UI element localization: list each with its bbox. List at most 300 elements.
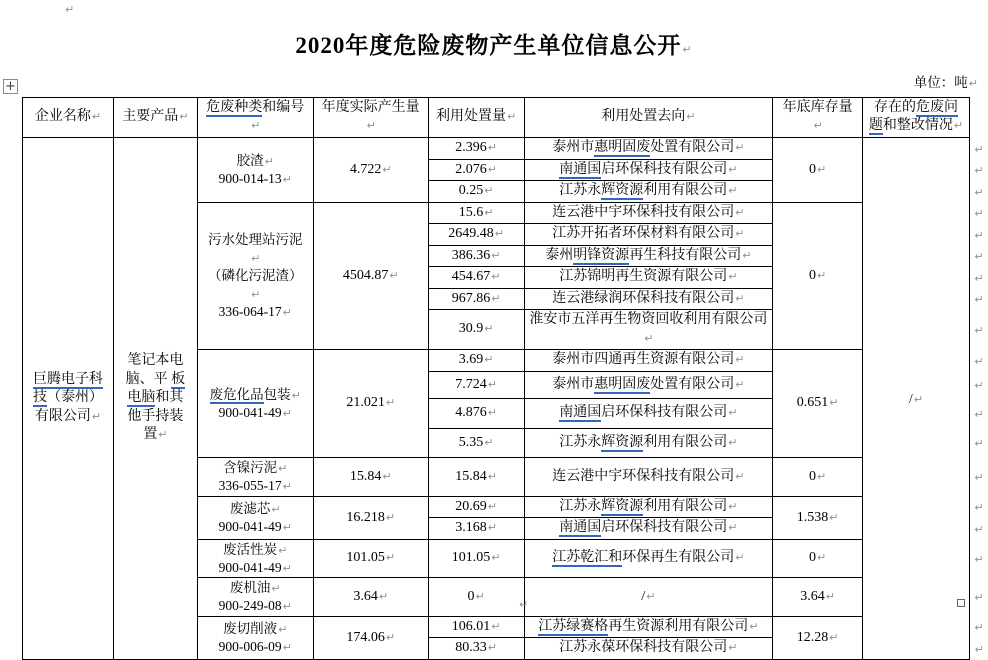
page-title-text: 2020年度危险废物产生单位信息公开: [295, 33, 682, 58]
cell-disposal-destination: [524, 288, 773, 309]
cell-disposal-amount: [428, 137, 524, 159]
proofing-underline: 惠明固废: [594, 376, 651, 392]
cell-annual-amount: [313, 458, 428, 497]
paragraph-mark: ↵: [974, 164, 984, 178]
paragraph-mark: ↵: [158, 428, 168, 442]
paragraph-mark: ↵: [282, 479, 292, 493]
paragraph-mark: ↵: [974, 293, 984, 307]
paragraph-mark: ↵: [491, 619, 501, 633]
cell-disposal-destination: [524, 518, 773, 539]
paragraph-mark: ↵: [282, 520, 292, 534]
cell-text: 2.076: [455, 161, 487, 177]
cell-text: 年底库存量: [782, 100, 853, 115]
paragraph-mark: ↵: [735, 551, 745, 565]
cell-text: 12.28: [796, 629, 829, 645]
cell-yearend-stock: [773, 350, 863, 458]
paragraph-mark: ↵: [385, 630, 396, 644]
cell-text: 0: [809, 468, 817, 484]
cell-text: 174.06: [346, 629, 385, 645]
cell-disposal-amount: [428, 202, 524, 223]
cell-text: 0: [467, 588, 475, 604]
cell-yearend-stock: [773, 496, 863, 539]
paragraph-mark: ↵: [974, 642, 984, 656]
proofing-underline: 江苏乾汇和: [552, 550, 623, 566]
cell-text: 3.168: [455, 520, 487, 536]
cell-text: 0: [809, 161, 817, 177]
paragraph-mark: ↵: [728, 406, 738, 420]
cell-text: 利用处置去向: [601, 109, 686, 125]
cell-disposal-amount: [428, 539, 524, 578]
paragraph-mark: ↵: [487, 162, 497, 176]
col-header-company: [23, 98, 114, 138]
end-of-row-mark: [969, 288, 987, 309]
end-of-row-mark: [969, 202, 987, 223]
cell-disposal-destination: [524, 372, 773, 399]
col-header-issues: [863, 98, 970, 138]
end-of-row-mark: [969, 578, 987, 617]
proofing-underline: 南通国: [559, 161, 602, 177]
paragraph-mark: ↵: [817, 469, 827, 483]
cell-text: 江苏开拓者环保材料有限公司: [552, 226, 735, 242]
paragraph-mark: ↵: [487, 499, 497, 513]
cell-text: 20.69: [455, 498, 487, 514]
paragraph-mark: ↵: [728, 435, 738, 449]
cell-text: 5.35: [458, 434, 484, 450]
paragraph-mark: ↵: [974, 501, 984, 515]
cell-disposal-destination: [524, 267, 773, 288]
paragraph-mark: ↵: [682, 43, 693, 56]
paragraph-mark: ↵: [742, 248, 752, 262]
cell-text: 废切削液: [223, 621, 278, 637]
cell-text: 江苏永辉资源利用有限公司: [559, 183, 728, 199]
cell-waste-type: [197, 539, 313, 578]
end-of-row-mark: [969, 181, 987, 202]
end-of-row-mark: [969, 518, 987, 539]
paragraph-mark: ↵: [282, 561, 292, 575]
cell-waste-type: [197, 578, 313, 617]
proofing-underline: 危废问题: [868, 100, 959, 134]
cell-disposal-amount: [428, 267, 524, 288]
cell-disposal-amount: [428, 496, 524, 517]
paragraph-mark: ↵: [278, 623, 288, 637]
paragraph-mark: ↵: [829, 510, 839, 524]
paragraph-mark: ↵: [974, 552, 984, 566]
cell-disposal-destination: [524, 458, 773, 497]
paragraph-mark: ↵: [487, 141, 497, 155]
cell-text: 4.876: [455, 405, 487, 421]
cell-disposal-amount: [428, 518, 524, 539]
cell-text: 主要产品: [122, 109, 179, 125]
paragraph-mark: ↵: [974, 185, 984, 199]
cell-text: 江苏永辉资源利用有限公司: [559, 498, 728, 514]
end-of-row-mark: [969, 137, 987, 159]
paragraph-mark: ↵: [749, 619, 759, 633]
cell-text: 1.538: [796, 509, 829, 525]
end-of-row-spacer: [969, 98, 987, 138]
paragraph-mark: ↵: [974, 323, 984, 337]
proofing-underline: 板电脑: [127, 371, 186, 406]
cell-text: 30.9: [458, 321, 484, 337]
paragraph-mark: ↵: [974, 471, 984, 485]
paragraph-mark: ↵: [817, 268, 827, 282]
paragraph-mark: ↵: [829, 396, 839, 410]
cell-text: 3.64: [353, 588, 378, 604]
table-header: [23, 98, 988, 138]
end-of-row-mark: [969, 372, 987, 399]
cell-disposal-destination: [524, 399, 773, 429]
paragraph-mark: ↵: [506, 110, 517, 124]
paragraph-mark: ↵: [366, 119, 376, 133]
paragraph-mark: ↵: [974, 142, 984, 156]
proofing-underline: 江苏绿赛格: [538, 618, 609, 634]
cell-text: 笔记本电脑、平 板电脑和其他手持装置: [125, 353, 186, 443]
cell-text: 21.021: [346, 395, 385, 411]
cell-disposal-amount: [428, 181, 524, 202]
cell-annual-amount: [313, 539, 428, 578]
cell-text: 16.218: [346, 509, 385, 525]
paragraph-mark: ↵: [487, 377, 497, 391]
cell-yearend-stock: [773, 616, 863, 659]
end-of-row-mark: [969, 496, 987, 517]
paragraph-mark: ↵: [728, 641, 738, 655]
hazardous-waste-table: [22, 97, 988, 660]
col-header-yearend-stock: [773, 98, 863, 138]
paragraph-mark: ↵: [728, 270, 738, 284]
paragraph-mark: ↵: [974, 522, 984, 536]
cell-annual-amount: [313, 616, 428, 659]
paragraph-mark: ↵: [278, 462, 288, 476]
paragraph-mark: ↵: [974, 407, 984, 421]
paragraph-mark: ↵: [913, 392, 924, 406]
cell-text: 连云港中宇环保科技有限公司: [552, 204, 735, 220]
cell-annual-amount: [313, 202, 428, 349]
cell-text: 900-006-09: [218, 638, 282, 654]
unit-label: [914, 71, 978, 91]
paragraph-mark: ↵: [735, 227, 745, 241]
paragraph-mark: ↵: [644, 331, 654, 345]
cell-text: 2.396: [455, 140, 487, 156]
paragraph-mark: ↵: [487, 469, 497, 483]
cell-disposal-amount: [428, 429, 524, 458]
cell-text: 江苏永辉资源利用有限公司: [559, 434, 728, 450]
cell-text: 900-041-49: [218, 518, 282, 534]
paragraph-mark: ↵: [974, 207, 984, 221]
end-of-row-mark: [969, 429, 987, 458]
paragraph-mark: ↵: [813, 119, 823, 133]
paragraph-mark: ↵: [825, 589, 835, 603]
end-of-row-mark: [969, 310, 987, 350]
cell-disposal-amount: [428, 310, 524, 350]
cell-text: 106.01: [451, 618, 491, 634]
cell-disposal-destination: [524, 616, 773, 637]
paragraph-mark: ↵: [974, 271, 984, 285]
cell-disposal-amount: [428, 350, 524, 372]
cell-text: 7.724: [455, 376, 487, 392]
cell-disposal-destination: [524, 350, 773, 372]
paragraph-mark: ↵: [491, 551, 501, 565]
cell-text: 4.722: [349, 161, 382, 177]
proofing-underline: 明锋资源: [573, 247, 630, 263]
cell-text: 存在的危废问题和整改情况: [868, 100, 959, 134]
paragraph-mark: ↵: [968, 77, 978, 90]
cell-waste-type: [197, 496, 313, 539]
cell-text: 泰州市惠明固废处置有限公司: [552, 140, 735, 156]
paragraph-mark: ↵: [475, 589, 485, 603]
paragraph-mark: ↵: [728, 162, 738, 176]
cell-text: 0: [809, 550, 817, 566]
paragraph-mark: ↵: [735, 205, 745, 219]
cell-text: 巨腾电子科技（泰州）有限公司: [32, 371, 103, 424]
paragraph-mark: ↵: [487, 406, 497, 420]
cell-text: 胶渣: [236, 153, 264, 169]
paragraph-mark: ↵: [382, 469, 392, 483]
end-of-row-mark: [969, 245, 987, 266]
cell-issues: [863, 137, 970, 659]
table-resize-handle-icon[interactable]: [957, 599, 965, 607]
cell-disposal-destination: [524, 429, 773, 458]
cell-text: 含镍污泥: [223, 460, 278, 476]
paragraph-mark: ↵: [385, 551, 396, 565]
cell-text: 南通国启环保科技有限公司: [559, 405, 728, 421]
cell-text: 连云港中宇环保科技有限公司: [552, 468, 735, 484]
end-of-row-mark: [969, 350, 987, 372]
paragraph-mark: ↵: [382, 162, 392, 176]
cell-disposal-amount: [428, 458, 524, 497]
cell-main-products: [113, 137, 197, 659]
paragraph-mark: ↵: [389, 268, 399, 282]
proofing-underline: 废危化品: [209, 386, 264, 402]
paragraph-mark: ↵: [735, 377, 745, 391]
proofing-underline: 巨腾电子科技: [32, 371, 103, 406]
cell-text: 4504.87: [342, 267, 389, 283]
cell-waste-type: [197, 458, 313, 497]
paragraph-mark: ↵: [282, 640, 292, 654]
paragraph-mark: ↵: [385, 396, 396, 410]
paragraph-mark: ↵: [974, 437, 984, 451]
paragraph-mark: ↵: [271, 502, 281, 516]
cell-waste-type: [197, 350, 313, 458]
cell-disposal-amount: [428, 616, 524, 637]
cell-text: 江苏锦明再生资源有限公司: [559, 269, 728, 285]
paragraph-mark: ↵: [974, 379, 984, 393]
end-of-row-mark: [969, 616, 987, 637]
cell-text: /: [909, 390, 913, 406]
cell-text: 南通国启环保科技有限公司: [559, 520, 728, 536]
end-of-row-mark: [969, 399, 987, 429]
cell-text: 企业名称: [34, 109, 91, 125]
cell-yearend-stock: [773, 458, 863, 497]
cell-disposal-destination: [524, 181, 773, 202]
paragraph-mark: ↵: [491, 291, 501, 305]
cell-text: 15.6: [458, 204, 484, 220]
cell-text: 危废种类和编号: [206, 100, 305, 115]
cell-text: 3.64: [800, 588, 825, 604]
cell-text: 废滤芯: [229, 500, 271, 516]
cell-waste-type: [197, 202, 313, 349]
cell-text: 南通国启环保科技有限公司: [559, 161, 728, 177]
proofing-underline: 南通国: [559, 405, 602, 421]
cell-disposal-destination: [524, 539, 773, 578]
paragraph-mark: ↵: [484, 322, 494, 336]
paragraph-mark: ↵: [728, 184, 738, 198]
paragraph-mark: ↵: [282, 172, 292, 186]
cell-text: 连云港绿润环保科技有限公司: [552, 290, 735, 306]
paragraph-mark: ↵: [817, 551, 827, 565]
cell-text: 15.84: [455, 468, 487, 484]
cell-text: 336-064-17: [218, 303, 282, 319]
proofing-underline: 危废种类: [206, 100, 263, 115]
cell-disposal-destination: [524, 202, 773, 223]
cell-company-name: [23, 137, 114, 659]
paragraph-mark: ↵: [264, 155, 274, 169]
cell-text: 0.651: [796, 395, 829, 411]
cell-waste-type: [197, 137, 313, 202]
paragraph-mark: ↵: [484, 184, 494, 198]
paragraph-mark: ↵: [484, 435, 494, 449]
cell-text: 废危化品包装: [209, 386, 291, 402]
cell-annual-amount: [313, 350, 428, 458]
cell-disposal-amount: [428, 372, 524, 399]
cell-disposal-amount: [428, 638, 524, 659]
paragraph-mark: ↵: [378, 589, 389, 603]
paragraph-mark: ↵: [282, 305, 292, 319]
proofing-underline: 辉资源: [601, 183, 644, 199]
end-of-row-mark: [969, 539, 987, 578]
paragraph-mark: ↵: [491, 248, 501, 262]
paragraph-mark: ↵: [271, 582, 281, 596]
cell-text: 泰州市四通再生资源有限公司: [552, 352, 735, 368]
table-move-handle-icon[interactable]: +: [3, 79, 18, 94]
cell-annual-amount: [313, 137, 428, 202]
paragraph-mark: ↵: [484, 353, 494, 367]
paragraph-mark: ↵: [487, 521, 497, 535]
cell-text: 0.25: [458, 183, 484, 199]
cell-text: 967.86: [451, 290, 491, 306]
paragraph-mark: ↵: [251, 252, 261, 266]
col-header-products: [113, 98, 197, 138]
cell-text: /: [641, 588, 646, 604]
cell-disposal-amount: [428, 245, 524, 266]
cell-text: 废活性炭: [223, 541, 278, 557]
proofing-underline: 辉资源: [601, 498, 644, 514]
cell-disposal-destination: [524, 496, 773, 517]
cell-annual-amount: [313, 578, 428, 617]
paragraph-mark: ↵: [735, 291, 745, 305]
end-of-row-mark: [969, 638, 987, 659]
end-of-row-mark: [969, 224, 987, 245]
cell-waste-type: [197, 616, 313, 659]
paragraph-mark: ↵: [251, 287, 261, 301]
paragraph-mark: ↵: [829, 630, 839, 644]
cell-yearend-stock: [773, 202, 863, 349]
col-header-annual-amount: [313, 98, 428, 138]
cell-text: 淮安市五洋再生物资回收利用有限公司: [529, 312, 768, 328]
paragraph-mark: ↵: [91, 409, 102, 423]
paragraph-mark: ↵: [282, 600, 292, 614]
cell-disposal-destination: [524, 578, 773, 617]
table-header-row: [23, 98, 988, 138]
page-title: [0, 27, 988, 60]
cell-text: 利用处置量: [435, 109, 506, 125]
cell-yearend-stock: [773, 137, 863, 202]
paragraph-mark: ↵: [494, 227, 504, 241]
cell-disposal-amount: [428, 288, 524, 309]
paragraph-mark: ↵: [953, 119, 964, 133]
cell-text: 900-041-49: [218, 559, 282, 575]
paragraph-mark: ↵: [282, 406, 292, 420]
paragraph-mark: ↵: [91, 110, 102, 124]
paragraph-mark: ↵: [974, 621, 984, 635]
paragraph-mark: ↵: [491, 270, 501, 284]
paragraph-mark: ↵: [974, 250, 984, 264]
cell-yearend-stock: [773, 539, 863, 578]
paragraph-mark: ↵: [728, 499, 738, 513]
cell-text: 年度实际产生量: [321, 100, 420, 115]
paragraph-mark: ↵: [728, 521, 738, 535]
cell-yearend-stock: [773, 578, 863, 617]
cell-text: 900-014-13: [218, 170, 282, 186]
paragraph-mark: ↵: [385, 510, 396, 524]
paragraph-mark: ↵: [251, 119, 261, 133]
cell-text: 900-041-49: [218, 404, 282, 420]
end-of-row-mark: [969, 159, 987, 180]
paragraph-mark: ↵: [686, 110, 696, 124]
cell-disposal-destination: [524, 137, 773, 159]
cell-text: 污水处理站污泥: [208, 232, 303, 248]
unit-label-text: 单位：吨: [913, 75, 968, 90]
proofing-underline: 辉资源: [601, 434, 644, 450]
cell-text: 江苏绿赛格再生资源利用有限公司: [538, 618, 749, 634]
cell-text: 0: [809, 267, 817, 283]
proofing-underline: 惠明固废: [594, 140, 651, 156]
paragraph-mark: ↵: [278, 543, 288, 557]
col-header-destination: [524, 98, 773, 138]
paragraph-mark: ↵: [65, 3, 75, 16]
paragraph-mark: ↵: [484, 205, 494, 219]
paragraph-mark: ↵: [735, 353, 745, 367]
paragraph-mark: ↵: [646, 589, 656, 603]
paragraph-mark: ↵: [487, 641, 497, 655]
col-header-disposal-amount: [428, 98, 524, 138]
cell-disposal-destination: [524, 245, 773, 266]
cell-text: 101.05: [451, 550, 491, 566]
cell-text: （磷化污泥渣）: [208, 268, 303, 284]
cell-text: 泰州明锋资源再生科技有限公司: [545, 247, 742, 263]
cell-disposal-amount: [428, 399, 524, 429]
paragraph-mark: ↵: [735, 141, 745, 155]
cell-disposal-amount: [428, 224, 524, 245]
cell-text: 336-055-17: [218, 477, 282, 493]
proofing-underline: 南通国: [559, 520, 602, 536]
paragraph-mark: ↵: [974, 228, 984, 242]
paragraph-mark: ↵: [179, 110, 189, 124]
paragraph-mark: ↵: [974, 354, 984, 368]
cell-text: 江苏永葆环保科技有限公司: [559, 640, 728, 656]
cell-disposal-destination: [524, 638, 773, 659]
cell-text: 3.69: [458, 352, 484, 368]
paragraph-mark: ↵: [817, 162, 827, 176]
cell-text: 80.33: [455, 640, 487, 656]
cell-text: 454.67: [451, 269, 491, 285]
table-body: [23, 137, 988, 659]
cell-text: 废机油: [229, 580, 271, 596]
end-of-row-mark: [969, 458, 987, 497]
cell-annual-amount: [313, 496, 428, 539]
cell-text: 泰州市惠明固废处置有限公司: [552, 376, 735, 392]
cell-text: 101.05: [346, 550, 385, 566]
col-header-waste-type: [197, 98, 313, 138]
paragraph-mark: ↵: [519, 598, 529, 611]
